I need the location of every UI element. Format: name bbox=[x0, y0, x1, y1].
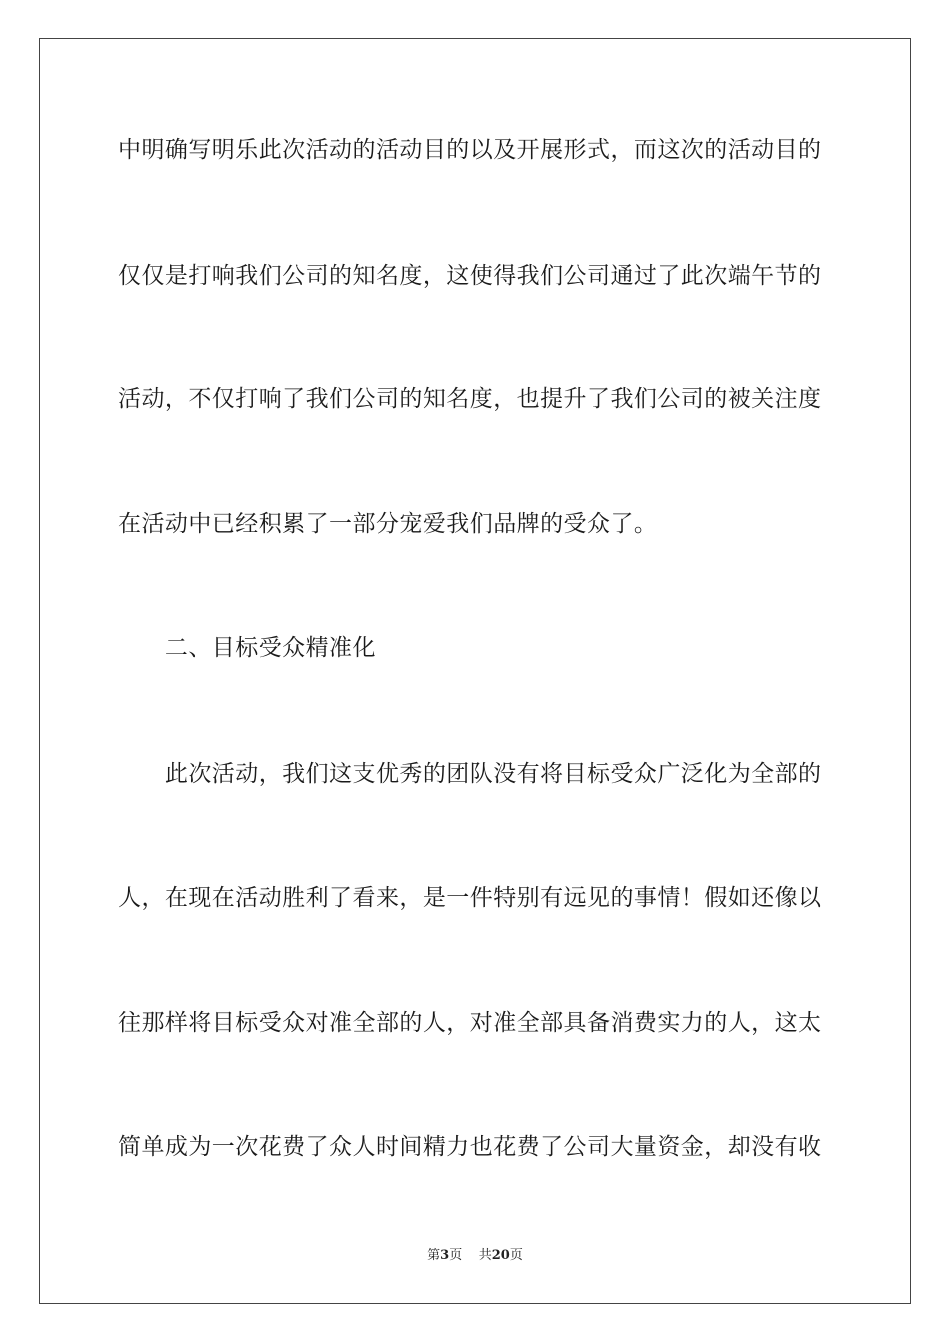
footer-page-suffix: 页 bbox=[449, 1248, 463, 1263]
page-footer bbox=[0, 1248, 950, 1264]
footer-page-total: 20 bbox=[491, 1248, 510, 1263]
body-line-6: 此次活动，我们这支优秀的团队没有将目标受众广泛化为全部的 bbox=[118, 761, 822, 787]
body-line-1: 中明确写明乐此次活动的活动目的以及开展形式，而这次的活动目的 bbox=[118, 137, 822, 163]
footer-page-prefix: 第 bbox=[427, 1248, 441, 1263]
footer-total-suffix: 页 bbox=[509, 1248, 523, 1263]
body-line-7: 人，在现在活动胜利了看来，是一件特别有远见的事情！假如还像以 bbox=[118, 885, 822, 911]
body-line-3: 活动，不仅打响了我们公司的知名度，也提升了我们公司的被关注度 bbox=[118, 386, 822, 412]
body-line-8: 往那样将目标受众对准全部的人，对准全部具备消费实力的人，这太 bbox=[118, 1010, 822, 1036]
body-line-9: 简单成为一次花费了众人时间精力也花费了公司大量资金，却没有收 bbox=[118, 1134, 822, 1160]
body-line-2: 仅仅是打响我们公司的知名度，这使得我们公司通过了此次端午节的 bbox=[118, 263, 822, 289]
section-heading: 二、目标受众精准化 bbox=[118, 635, 376, 661]
footer-total-prefix: 共 bbox=[478, 1248, 492, 1263]
page-border bbox=[39, 38, 911, 1304]
footer-page-current: 3 bbox=[440, 1248, 450, 1263]
body-line-4: 在活动中已经积累了一部分宠爱我们品牌的受众了。 bbox=[118, 511, 658, 537]
